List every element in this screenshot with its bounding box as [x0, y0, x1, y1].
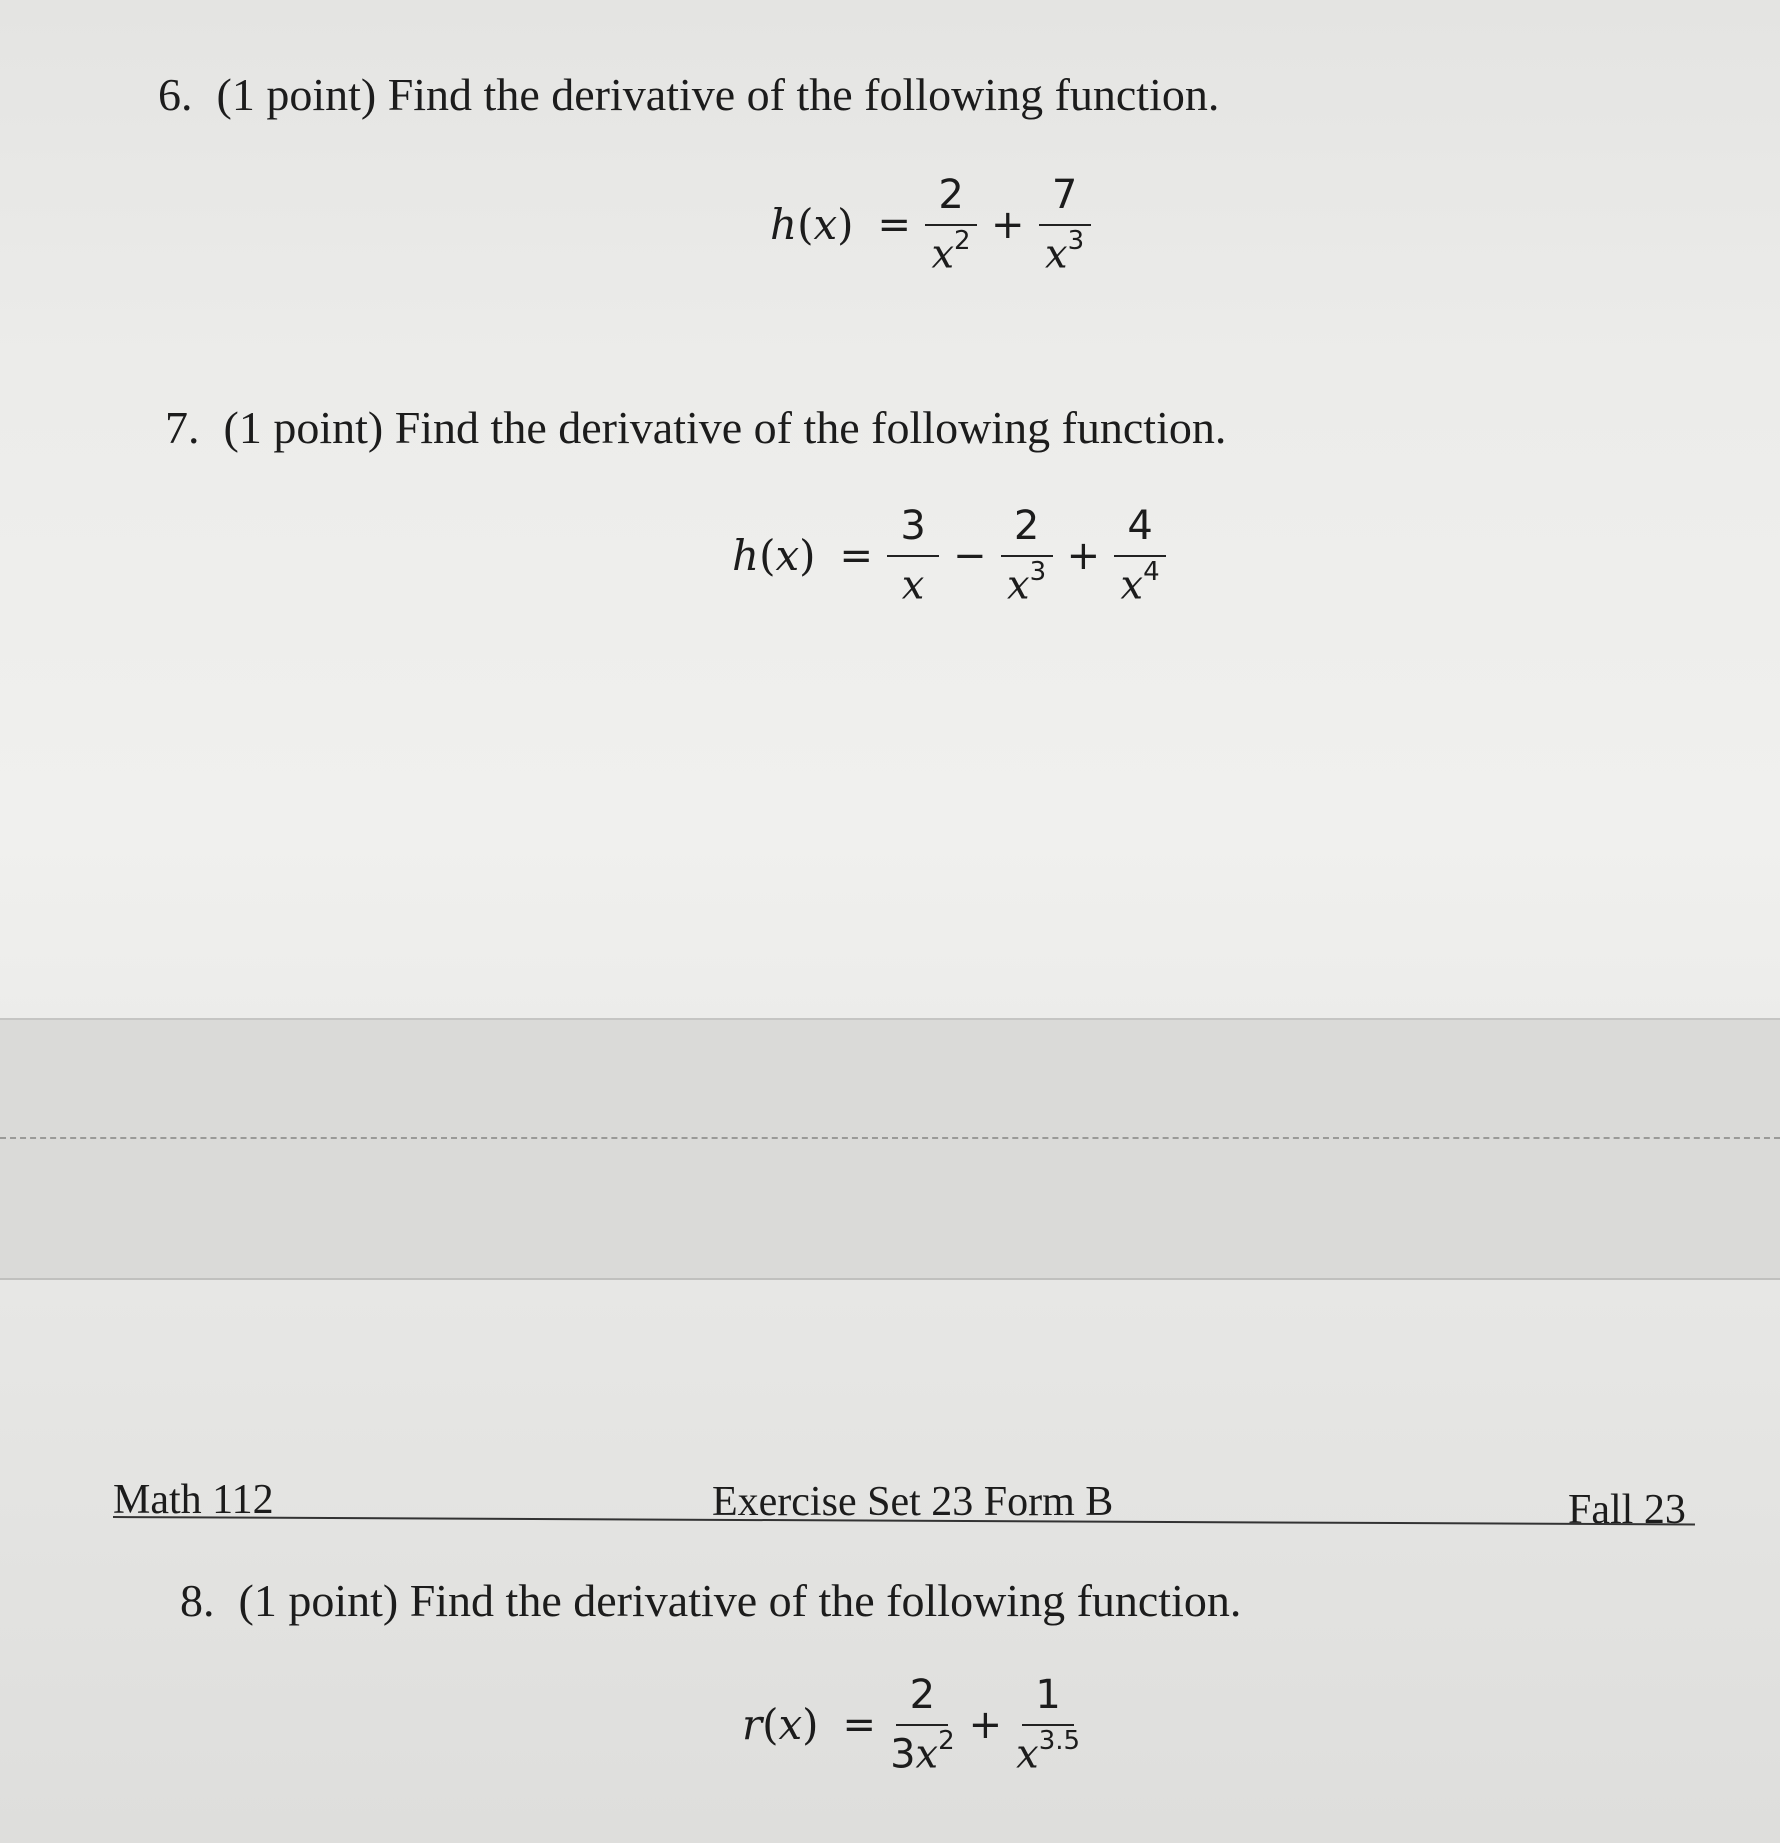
- problem-text: (1 point) Find the derivative of the following function.: [216, 69, 1220, 120]
- denominator: $3x^2$: [890, 1726, 955, 1778]
- fraction-term: [1110, 503, 1170, 608]
- denominator: $x^4$: [1120, 557, 1160, 609]
- fraction-term: [886, 1672, 959, 1777]
- problem-text: (1 point) Find the derivative of the following function.: [238, 1575, 1242, 1626]
- operator: −: [953, 532, 987, 579]
- operator: +: [1066, 532, 1101, 579]
- problem-7-equation: [732, 503, 1170, 608]
- denominator: $x^2$: [931, 226, 971, 278]
- equals-sign: =: [842, 1701, 877, 1748]
- numerator: 1: [1022, 1672, 1074, 1726]
- dashed-cut-line: [0, 1137, 1780, 1139]
- function-name: r(x): [742, 1700, 819, 1750]
- problem-8-equation: [742, 1672, 1084, 1777]
- problem-text: (1 point) Find the derivative of the following function.: [223, 402, 1227, 453]
- operator: +: [991, 201, 1025, 248]
- header-title: Exercise Set 23 Form B: [712, 1479, 1114, 1525]
- operator: +: [968, 1701, 1003, 1748]
- fraction-term: [1035, 172, 1095, 277]
- numerator: 2: [896, 1672, 948, 1726]
- problem-6-equation: [770, 172, 1095, 277]
- numerator: 2: [1001, 503, 1053, 557]
- problem-number: 8.: [180, 1575, 215, 1626]
- numerator: 7: [1039, 172, 1091, 226]
- problem-8-prompt: [180, 1575, 1242, 1626]
- page-gap: [0, 1018, 1780, 1280]
- problem-7-prompt: [165, 402, 1227, 453]
- fraction-term: [883, 503, 943, 608]
- equals-sign: =: [877, 201, 912, 248]
- denominator: $x^{3.5}$: [1016, 1726, 1081, 1778]
- equals-sign: =: [839, 532, 874, 579]
- problem-number: 7.: [165, 402, 200, 453]
- fraction-term: [997, 503, 1057, 608]
- problem-6-prompt: [158, 69, 1220, 120]
- numerator: 4: [1114, 503, 1166, 557]
- numerator: 3: [887, 503, 939, 557]
- denominator: $x^3$: [1007, 557, 1047, 609]
- header-course: Math 112: [113, 1477, 274, 1523]
- numerator: 2: [925, 172, 977, 226]
- denominator: x: [901, 562, 925, 609]
- fraction-term: [1012, 1672, 1084, 1777]
- problem-number: 6.: [158, 69, 193, 120]
- denominator: $x^3$: [1045, 226, 1085, 278]
- function-name: h(x): [732, 531, 816, 581]
- function-name: h(x): [770, 200, 854, 250]
- header-term: Fall 23: [1568, 1487, 1686, 1533]
- fraction-term: [921, 172, 981, 277]
